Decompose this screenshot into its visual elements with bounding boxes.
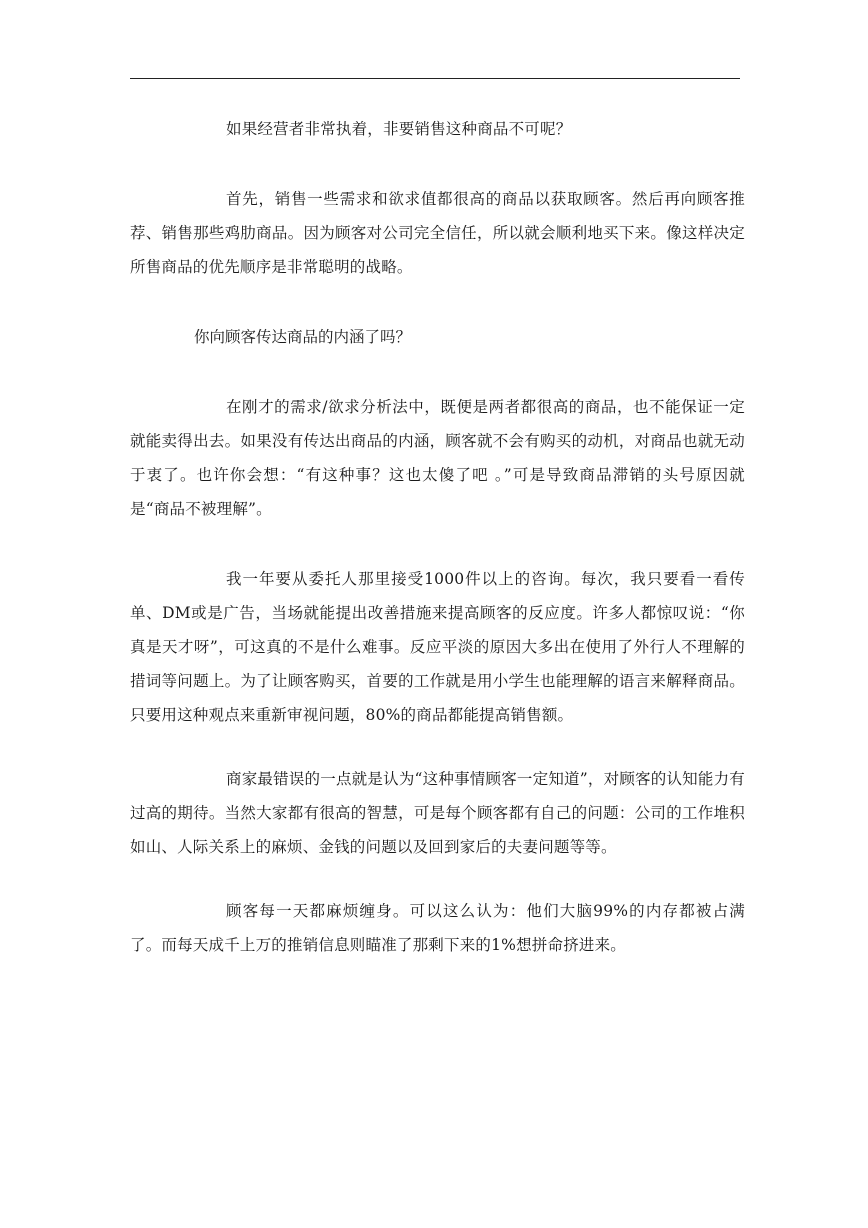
- paragraph-analysis: 在刚才的需求/欲求分析法中，既便是两者都很高的商品，也不能保证一定就能卖得出去。如果没有传达出商品的内涵，顾客就不会有购买的动机，对商品也就无动于衷了。也许你会想：“有这种事？这也太傻了吧 。”可是导致商品滞销的头号原因就是“商品不被理解”。: [130, 398, 745, 518]
- paragraph-consulting: 我一年要从委托人那里接受1000件以上的咨询。每次，我只要看一看传单、DM或是广告，当场就能提出改善措施来提高顾客的反应度。许多人都惊叹说：“你真是天才呀”，可这真的不是什么难事。反应平淡的原因大多出在使用了外行人不理解的措词等问题上。为了让顾客购买，首要的工作就是用小学生也能理解的语言来解释商品。只要用这种观点来重新审视问题，80%的商品都能提高销售额。: [130, 570, 745, 724]
- paragraph-expectation: 商家最错误的一点就是认为“这种事情顾客一定知道”，对顾客的认知能力有过高的期待。当然大家都有很高的智慧，可是每个顾客都有自己的问题：公司的工作堆积如山、人际关系上的麻烦、金钱的问题以及回到家后的夫妻问题等等。: [130, 770, 745, 856]
- paragraph-question: 如果经营者非常执着，非要销售这种商品不可呢？: [226, 120, 572, 138]
- section-heading: 你向顾客传达商品的内涵了吗？: [194, 328, 412, 346]
- paragraph-busy-customer: 顾客每一天都麻烦缠身。可以这么认为：他们大脑99%的内存都被占满了。而每天成千上万的推销信息则瞄准了那剩下来的1%想拼命挤进来。: [130, 902, 745, 954]
- paragraph-strategy: 首先，销售一些需求和欲求值都很高的商品以获取顾客。然后再向顾客推荐、销售那些鸡肋商品。因为顾客对公司完全信任，所以就会顺利地买下来。像这样决定所售商品的优先顺序是非常聪明的战略。: [130, 190, 745, 276]
- header-rule: [130, 78, 740, 79]
- document-body: [130, 112, 745, 962]
